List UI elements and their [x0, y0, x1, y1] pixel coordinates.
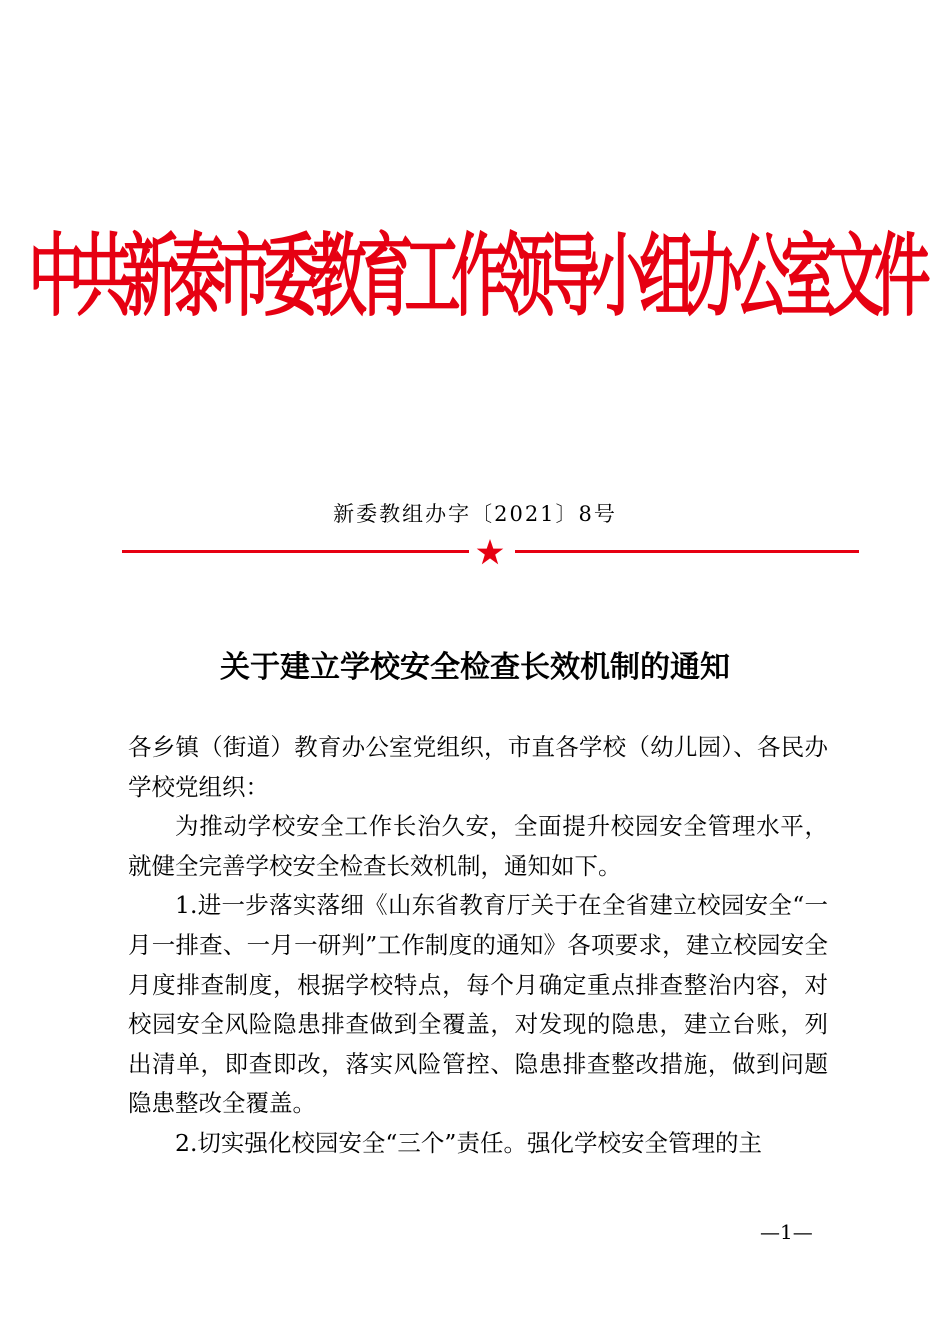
item-1-paragraph: 1.进一步落实落细《山东省教育厅关于在全省建立校园安全“一月一排查、一月一研判”工作制度的通知》各项要求，建立校园安全月度排查制度，根据学校特点，每个月确定重点排查整治内容，对校园安全风险隐患排查做到全覆盖，对发现的隐患，建立台账，列出清单，即查即改，落实风险管控、隐患排查整改措施，做到问题隐患整改全覆盖。 [128, 891, 828, 1118]
notice-body [128, 728, 828, 1164]
star-icon [474, 536, 506, 568]
salutation: 各乡镇（街道）教育办公室党组织，市直各学校（幼儿园）、各民办学校党组织： [128, 733, 828, 801]
intro-paragraph: 为推动学校安全工作长治久安，全面提升校园安全管理水平，就健全完善学校安全检查长效机制，通知如下。 [128, 812, 828, 880]
page-number: —1— [760, 1220, 813, 1244]
red-divider-right [515, 550, 859, 553]
notice-title: 关于建立学校安全检查长效机制的通知 [220, 650, 730, 685]
red-divider-left [122, 550, 469, 553]
document-number: 新委教组办字〔2021〕8号 [333, 502, 617, 526]
item-2-paragraph: 2.切实强化校园安全“三个”责任。强化学校安全管理的主 [175, 1128, 762, 1157]
document-masthead: 中共新泰市委教育工作领导小组办公室文件 [28, 225, 922, 330]
